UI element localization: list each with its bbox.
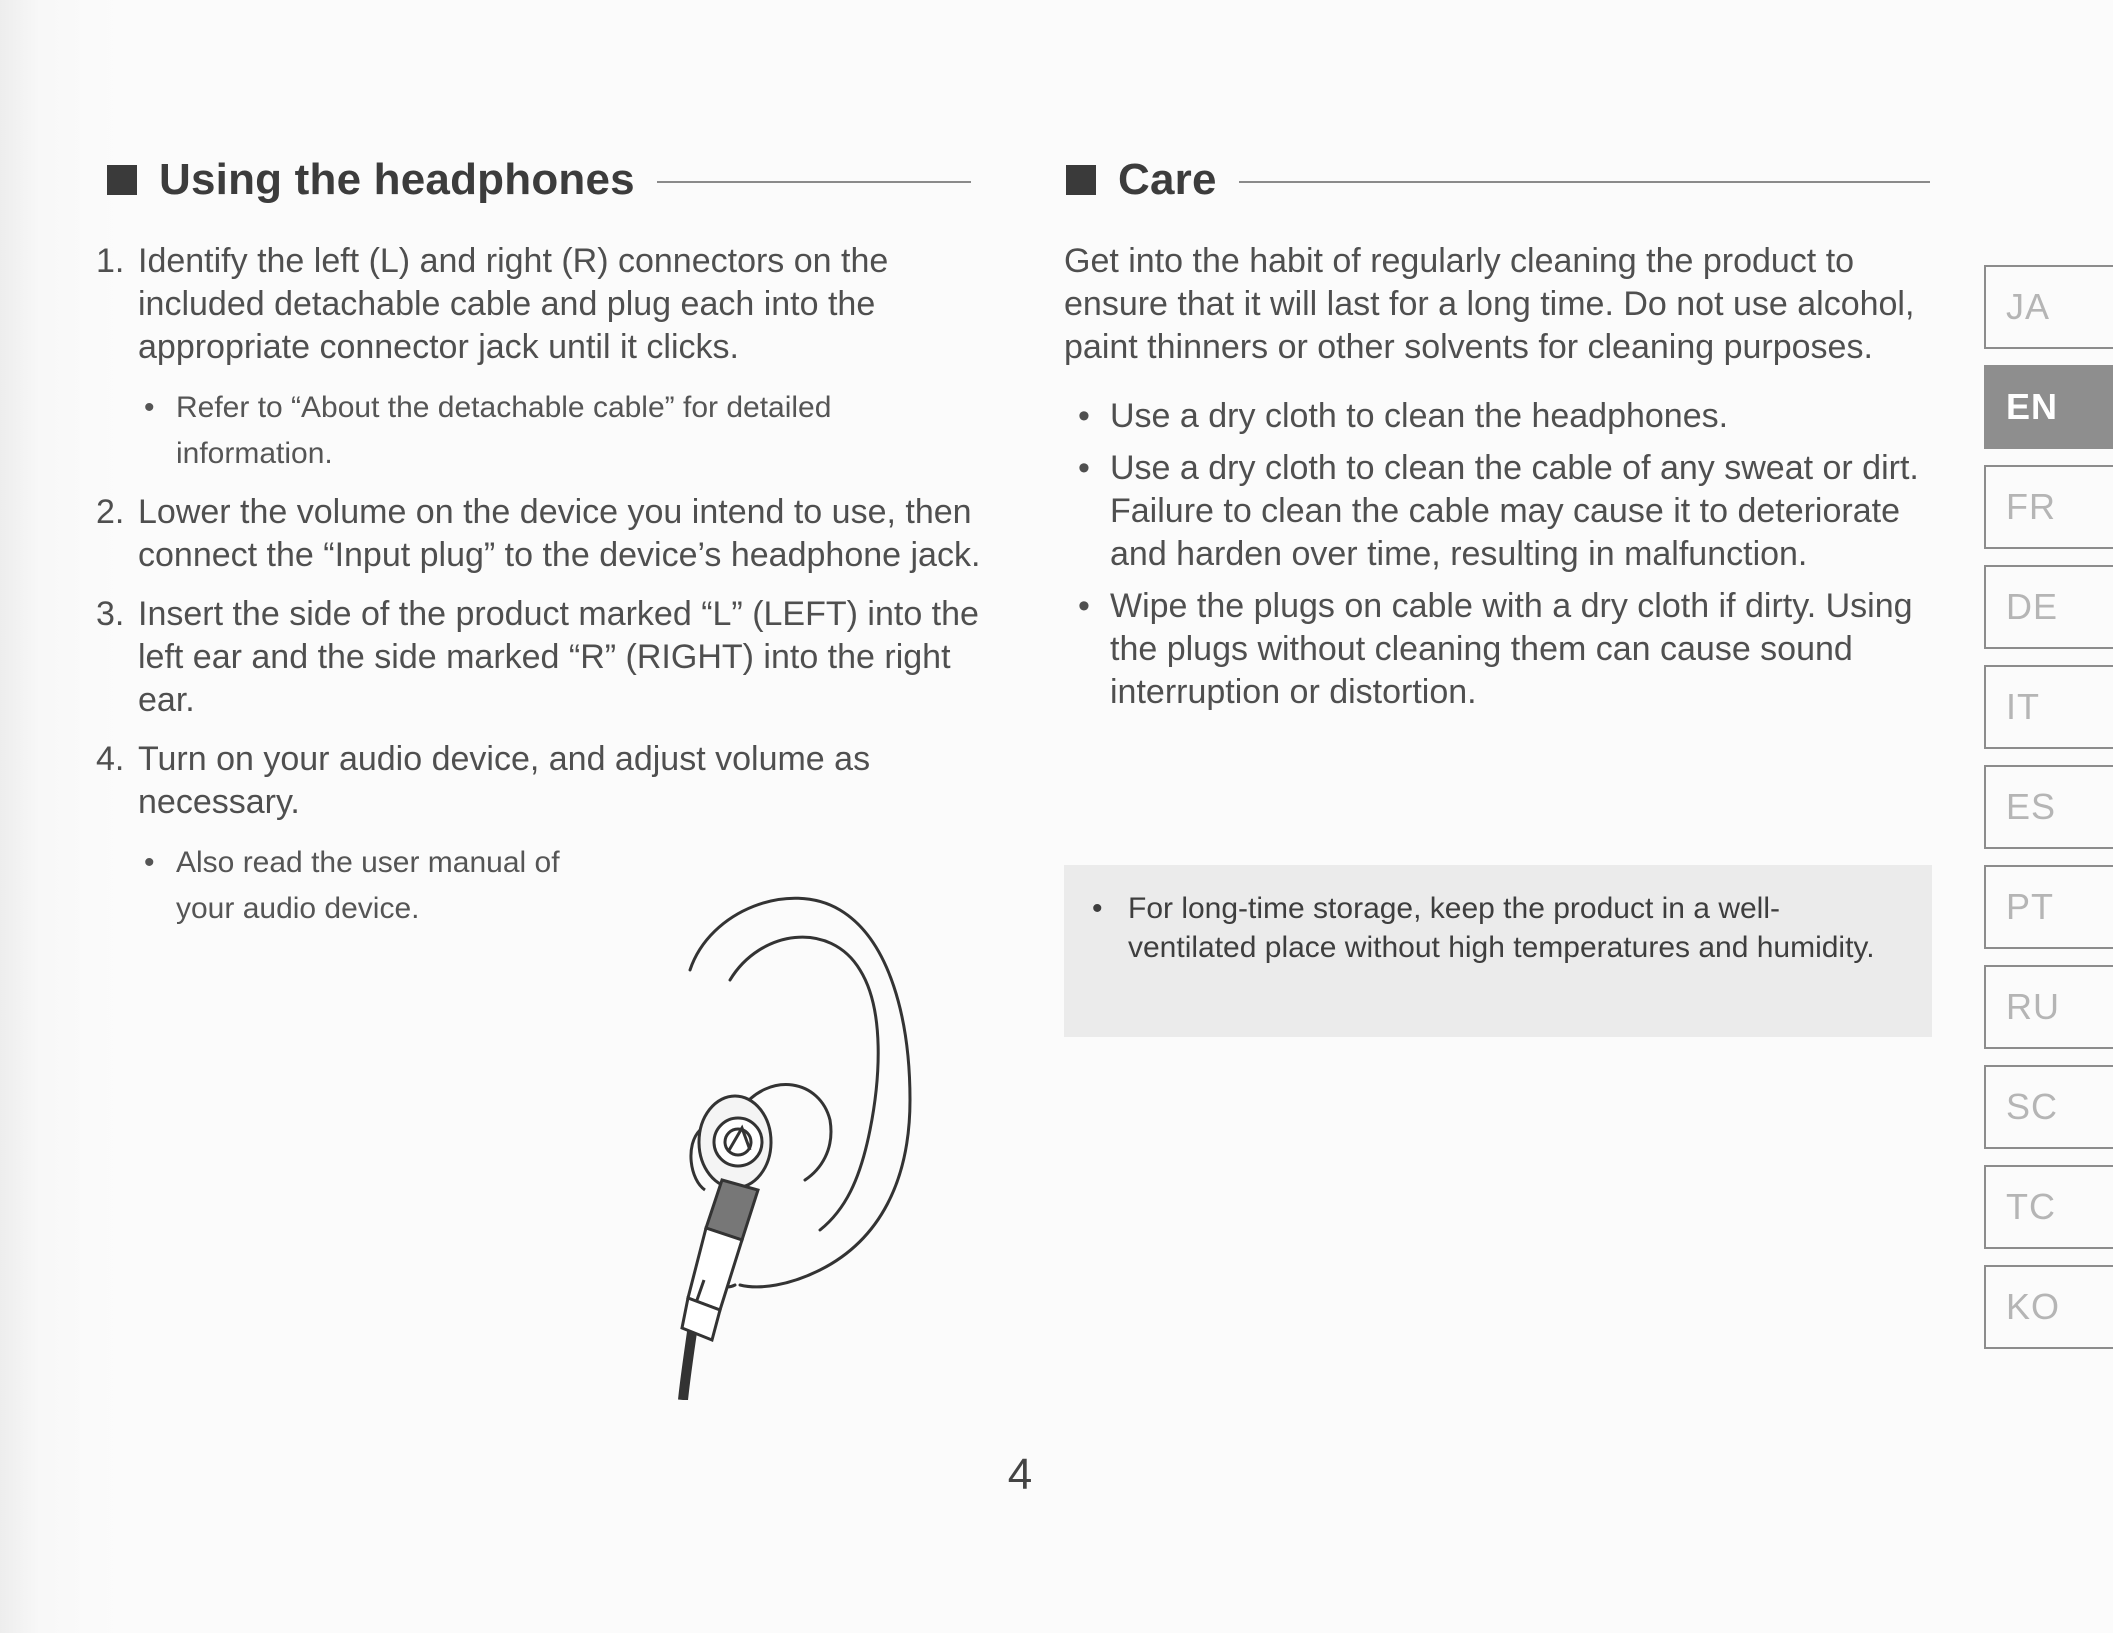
step-3: [96, 593, 986, 722]
storage-note-box: [1064, 865, 1932, 1037]
language-tab-tc[interactable]: TC: [1984, 1165, 2113, 1249]
language-tab-sc[interactable]: SC: [1984, 1065, 2113, 1149]
step-4: [96, 738, 986, 824]
language-tabs: [1984, 265, 2113, 1365]
heading-square-icon: [1066, 165, 1096, 195]
language-tab-en[interactable]: EN: [1984, 365, 2113, 449]
language-tab-it[interactable]: IT: [1984, 665, 2113, 749]
step-number: 4.: [96, 740, 125, 778]
bullet-dot: •: [1078, 449, 1090, 487]
care-intro: Get into the habit of regularly cleaning the product to ensure that it will last for a long time. Do not use alcohol, paint thinners or other solvents for cleaning purposes.: [1064, 242, 1915, 366]
section-heading-care: [1066, 150, 1930, 210]
note-text: Refer to “About the detachable cable” for detailed information.: [176, 391, 832, 470]
bullet-dot: •: [1078, 587, 1090, 625]
language-tab-ko[interactable]: KO: [1984, 1265, 2113, 1349]
care-bullet-3: [1064, 585, 1934, 714]
step-2: [96, 491, 986, 577]
step-text: Turn on your audio device, and adjust volume as necessary.: [138, 740, 871, 821]
step-number: 3.: [96, 595, 125, 633]
language-tab-es[interactable]: ES: [1984, 765, 2113, 849]
using-instructions: [96, 240, 986, 946]
step-text: Identify the left (L) and right (R) connectors on the included detachable cable and plug each into the appropriate connector jack until it clicks.: [138, 242, 889, 366]
care-bullet-2: [1064, 447, 1934, 576]
storage-note-text: For long-time storage, keep the product in a well-ventilated place without high temperatures and humidity.: [1128, 892, 1875, 964]
earpiece: [691, 1096, 771, 1190]
heading-title: Care: [1118, 155, 1217, 204]
bullet-dot: •: [1078, 397, 1090, 435]
step-1-note: [96, 385, 986, 477]
section-heading-using: [107, 150, 971, 210]
care-bullet-1: [1064, 395, 1934, 438]
step-number: 2.: [96, 493, 125, 531]
note-text: Also read the user manual of your audio device.: [176, 846, 560, 925]
heading-title: Using the headphones: [159, 155, 635, 204]
bullet-text: Wipe the plugs on cable with a dry cloth if dirty. Using the plugs without cleaning them can cause sound interruption or distortion.: [1110, 587, 1913, 711]
step-1: [96, 240, 986, 369]
heading-rule: [657, 181, 971, 183]
bullet-text: Use a dry cloth to clean the headphones.: [1110, 397, 1729, 435]
ear-inner-fold: [730, 937, 878, 1230]
bullet-dot: •: [144, 846, 155, 879]
bullet-dot: •: [1092, 892, 1103, 925]
ear-headphone-illustration: [630, 880, 950, 1400]
heading-square-icon: [107, 165, 137, 195]
bullet-dot: •: [144, 391, 155, 424]
language-tab-fr[interactable]: FR: [1984, 465, 2113, 549]
page-number: 4: [1007, 1450, 1033, 1499]
step-number: 1.: [96, 242, 125, 280]
step-4-note: [96, 840, 596, 932]
language-tab-ru[interactable]: RU: [1984, 965, 2113, 1049]
heading-rule: [1239, 181, 1930, 183]
bullet-text: Use a dry cloth to clean the cable of any sweat or dirt. Failure to clean the cable may cause it to deteriorate and harden over time, resulting in malfunction.: [1110, 449, 1919, 573]
language-tab-de[interactable]: DE: [1984, 565, 2113, 649]
care-instructions: [1064, 240, 1934, 723]
cable-connector: [682, 1180, 758, 1400]
language-tab-pt[interactable]: PT: [1984, 865, 2113, 949]
step-text: Lower the volume on the device you intend to use, then connect the “Input plug” to the device’s headphone jack.: [138, 493, 981, 574]
step-text: Insert the side of the product marked “L” (LEFT) into the left ear and the side marked “R” (RIGHT) into the right ear.: [138, 595, 979, 719]
language-tab-ja[interactable]: JA: [1984, 265, 2113, 349]
